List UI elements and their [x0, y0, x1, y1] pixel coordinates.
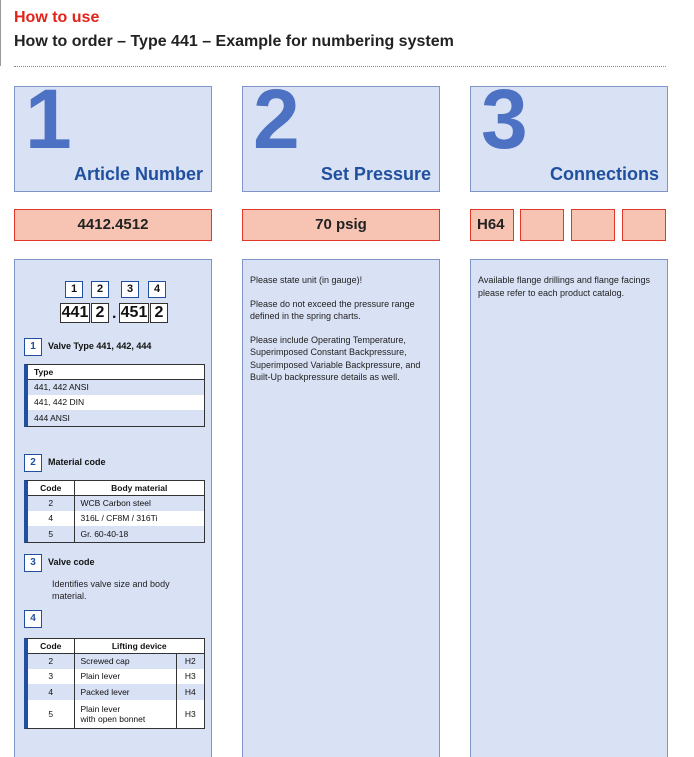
connections-note: Available flange drillings and flange facings please refer to each product catalog.	[478, 275, 650, 298]
section-label: Valve Type 441, 442, 444	[48, 341, 152, 351]
material-table	[24, 480, 205, 543]
article-part: 451	[120, 304, 148, 321]
type-table	[24, 364, 205, 427]
section-badge: 3	[24, 554, 42, 572]
table-row: 2 WCB Carbon steel	[28, 495, 204, 511]
table-row: 441, 442 ANSI	[28, 379, 204, 395]
step-label: Set Pressure	[320, 164, 431, 184]
set-pressure-value-box	[242, 209, 440, 241]
connection-code-box-empty	[571, 209, 615, 241]
table-row: 5 Gr. 60-40-18	[28, 526, 204, 542]
section-badge: 2	[24, 454, 42, 472]
article-number-header	[14, 72, 212, 192]
table-row: 2 Screwed cap H2	[28, 653, 204, 669]
connections-panel	[470, 259, 668, 757]
divider	[14, 66, 666, 67]
step-label: Connections	[549, 164, 659, 184]
article-number-value-box	[14, 209, 212, 241]
article-part: 441	[61, 304, 89, 321]
table-row: 4 316L / CF8M / 316Ti	[28, 511, 204, 527]
article-number-value: 4412.4512	[77, 216, 149, 233]
set-pressure-panel	[242, 259, 440, 757]
step-number: 2	[253, 72, 300, 166]
left-rule	[0, 0, 1, 66]
table-header: Body material	[74, 481, 204, 495]
connection-code-box-empty	[622, 209, 666, 241]
lifting-device-table	[24, 638, 205, 729]
table-header: Type	[28, 365, 204, 379]
article-number-panel	[14, 259, 212, 757]
note-paragraph: Please do not exceed the pressure range defined in the spring charts.	[250, 298, 415, 321]
connection-code-value: H64	[477, 216, 505, 233]
table-header: Lifting device	[74, 639, 204, 653]
page-title: How to order – Type 441 – Example for numbering system	[14, 33, 454, 50]
digit-label: 3	[121, 281, 139, 298]
table-row: 441, 442 DIN	[34, 397, 85, 408]
set-pressure-header	[242, 72, 440, 192]
table-row: 5 Plain lever with open bonnet H3	[28, 700, 204, 728]
section-label: Material code	[48, 457, 106, 467]
article-dot: .	[112, 305, 117, 322]
article-part: 2	[150, 303, 168, 323]
note-paragraph: Please state unit (in gauge)!	[250, 275, 363, 285]
section-badge: 4	[24, 610, 42, 628]
connection-code-box	[470, 209, 514, 241]
digit-label: 4	[148, 281, 166, 298]
section-title: How to use	[14, 9, 100, 26]
connections-header	[470, 72, 668, 192]
article-part: 2	[91, 303, 109, 323]
note-paragraph: Please include Operating Temperature, Superimposed Constant Backpressure, Superimposed Variable Backpressure, and Built-Up backpressure details as well.	[250, 334, 421, 382]
table-row: 3 Plain lever H3	[28, 669, 204, 685]
section-label: Valve code	[48, 557, 95, 567]
digit-label: 2	[91, 281, 109, 298]
table-header: Code	[28, 481, 74, 495]
section-badge: 1	[24, 338, 42, 356]
table-row: 444 ANSI	[28, 410, 204, 426]
digit-label: 1	[65, 281, 83, 298]
table-header: Code	[28, 639, 74, 653]
set-pressure-notes	[250, 274, 432, 395]
step-number: 1	[25, 72, 72, 166]
step-label: Article Number	[73, 164, 203, 184]
step-number: 3	[481, 72, 528, 166]
connection-code-box-empty	[520, 209, 564, 241]
section-description: Identifies valve size and body material.	[52, 579, 170, 601]
table-row: 4 Packed lever H4	[28, 684, 204, 700]
set-pressure-value: 70 psig	[315, 216, 367, 233]
